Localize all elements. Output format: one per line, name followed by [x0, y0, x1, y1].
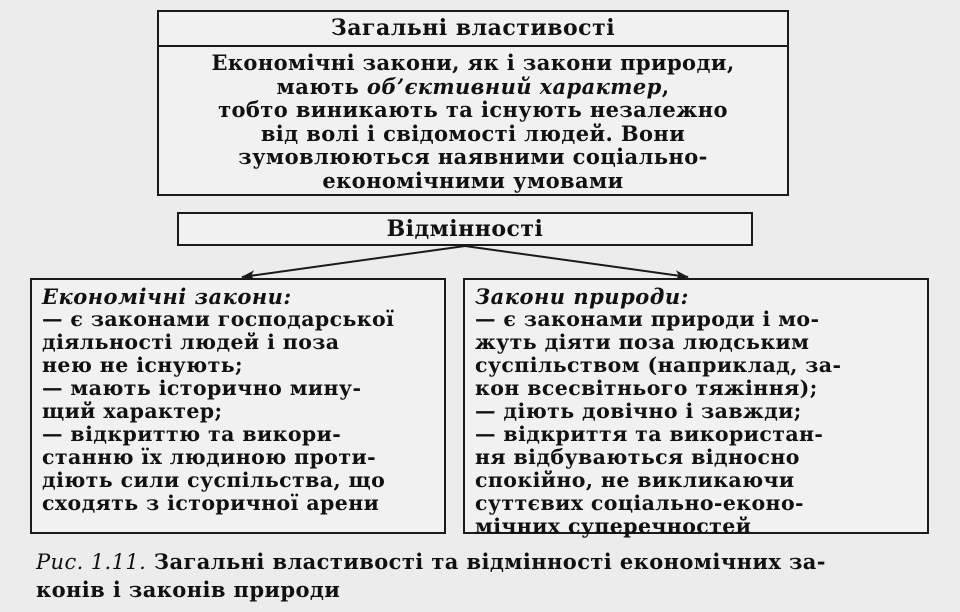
general-line-3: тобто виникають та існують незалежно: [218, 97, 728, 122]
general-line-6: економічними умовами: [322, 167, 624, 193]
arrow-to-economic-laws: [242, 246, 465, 277]
nature-laws-line: суттєвих соціально-еконо-: [475, 491, 804, 515]
general-line-2-end: ,: [661, 73, 670, 99]
nature-laws-line: ня відбуваються відносно: [475, 445, 800, 469]
economic-laws-title: Економічні закони:: [42, 284, 292, 309]
general-line-4: від волі і свідомості людей. Вони: [260, 120, 686, 146]
economic-laws-line: нею не існують;: [42, 353, 243, 377]
nature-laws-line: — є законами природи і мо-: [475, 307, 820, 331]
nature-laws-line: суспільством (наприклад, за-: [475, 353, 842, 377]
economic-laws-line: сходять з історичної арени: [42, 491, 380, 515]
caption-line-1: [36, 548, 936, 576]
economic-laws-line: — мають історично мину-: [42, 376, 362, 400]
nature-laws-line: мічних суперечностей: [475, 514, 752, 538]
general-line-1: Економічні закони, як і закони природи,: [211, 50, 735, 75]
economic-laws-line: діють сили суспільства, що: [42, 468, 386, 492]
general-line-2-start: мають: [276, 73, 367, 99]
nature-laws-title: Закони природи:: [475, 284, 689, 309]
economic-laws-line: діяльності людей і поза: [42, 330, 340, 354]
figure-label: Рис. 1.11.: [36, 550, 147, 574]
nature-laws-line: — діють довічно і завжди;: [475, 399, 802, 423]
economic-laws-line: щий характер;: [42, 399, 223, 423]
economic-laws-line: — відкриттю та викори-: [42, 422, 342, 446]
general-line-5: зумовлюються наявними соціально-: [238, 144, 708, 169]
economic-laws-box: [30, 278, 446, 534]
arrow-to-nature-laws: [465, 246, 688, 277]
figure-caption: [36, 548, 936, 603]
caption-text-1: Загальні властивості та відмінності економічних за-: [153, 549, 826, 574]
general-properties-title: Загальні властивості: [159, 12, 787, 47]
economic-laws-line: — є законами господарської: [42, 307, 395, 331]
nature-laws-box: [463, 278, 929, 538]
nature-laws-line: кон всесвітнього тяжіння);: [475, 376, 818, 400]
nature-laws-line: спокійно, не викликаючи: [475, 468, 795, 492]
economic-laws-line: станню їх людиною проти-: [42, 445, 376, 469]
nature-laws-line: — відкриття та використан-: [475, 422, 824, 446]
caption-text-2: конів і законів природи: [36, 577, 341, 602]
differences-title: Відмінності: [386, 216, 544, 242]
objective-character-emphasis: об’єктивний характер: [366, 73, 662, 99]
nature-laws-line: жуть діяти поза людським: [475, 330, 810, 354]
